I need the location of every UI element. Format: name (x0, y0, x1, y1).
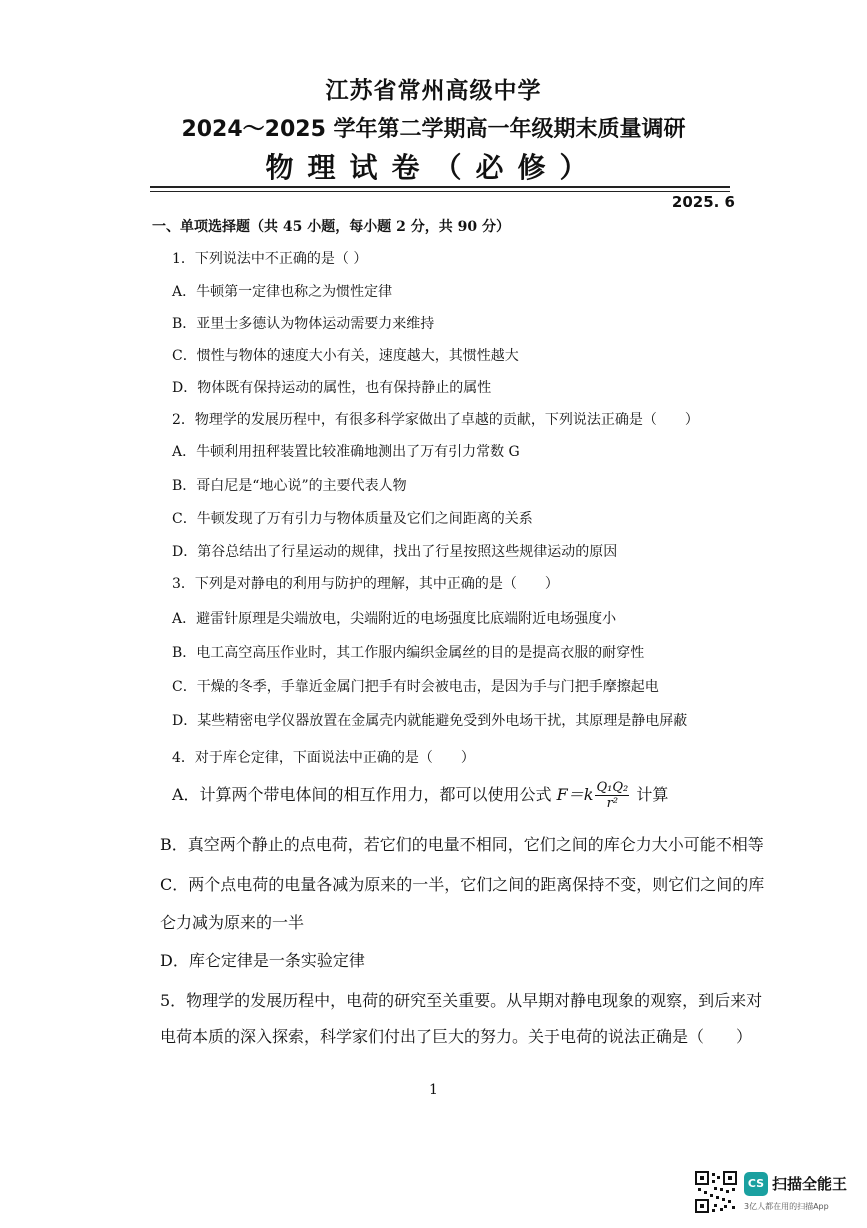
question-1-stem: 1．下列说法中不正确的是（ ） (172, 251, 368, 267)
school-title: 江苏省常州高级中学 (325, 78, 542, 104)
question-3-option-b: B．电工高空高压作业时，其工作服内编织金属丝的目的是提高衣服的耐穿性 (172, 645, 645, 661)
question-2-option-a: A．牛顿利用扭秤装置比较准确地测出了万有引力常数 G (172, 444, 520, 460)
qr-code-icon (694, 1170, 738, 1214)
question-4-stem: 4．对于库仑定律，下面说法中正确的是（ ） (172, 750, 475, 766)
title-rule-thin (150, 191, 730, 192)
question-1-option-c: C．惯性与物体的速度大小有关，速度越大，其惯性越大 (172, 348, 519, 364)
scanner-logo-icon: CS (744, 1172, 768, 1196)
question-4-option-a-end: 计算 (636, 785, 669, 804)
section-title: 一、单项选择题（共 45 小题，每小题 2 分，共 90 分） (152, 219, 510, 235)
question-4-option-c: C．两个点电荷的电量各减为原来的一半，它们之间的距离保持不变，则它们之间的库 (160, 875, 765, 894)
question-3-option-d: D．某些精密电学仪器放置在金属壳内就能避免受到外电场干扰，其原理是静电屏蔽 (172, 713, 688, 729)
question-5-stem: 5．物理学的发展历程中，电荷的研究至关重要。从早期对静电现象的观察，到后来对 (160, 991, 763, 1010)
question-2-stem: 2．物理学的发展历程中，有很多科学家做出了卓越的贡献，下列说法正确是（ ） (172, 412, 699, 428)
question-1-option-b: B．亚里士多德认为物体运动需要力来维持 (172, 316, 435, 332)
formula-numerator: Q₁Q₂ (596, 780, 629, 795)
title-rule-thick (150, 186, 730, 188)
question-4-option-d: D．库仑定律是一条实验定律 (160, 951, 365, 970)
question-1-option-d: D．物体既有保持运动的属性，也有保持静止的属性 (172, 380, 492, 396)
question-1-option-a: A．牛顿第一定律也称之为惯性定律 (172, 284, 393, 300)
scanner-tagline: 3亿人都在用的扫描App (744, 1202, 829, 1211)
question-2-option-c: C．牛顿发现了万有引力与物体质量及它们之间距离的关系 (172, 511, 533, 527)
question-4-option-a-text: A．计算两个带电体间的相互作用力，都可以使用公式 (172, 785, 552, 804)
formula-denominator: r² (606, 796, 619, 811)
question-4-option-c-continued: 仑力减为原来的一半 (160, 913, 305, 932)
coulomb-formula-fraction (595, 780, 629, 811)
question-2-option-b: B．哥白尼是“地心说”的主要代表人物 (172, 478, 407, 494)
question-2-option-d: D．第谷总结出了行星运动的规律，找出了行星按照这些规律运动的原因 (172, 544, 618, 560)
question-5-stem-continued: 电荷本质的深入探索，科学家们付出了巨大的努力。关于电荷的说法正确是（ ） (160, 1027, 753, 1046)
question-4-option-b: B．真空两个静止的点电荷，若它们的电量不相同，它们之间的库仑力大小可能不相等 (160, 835, 764, 854)
exam-date: 2025. 6 (671, 193, 735, 211)
coulomb-formula-lhs: F＝k (556, 785, 594, 804)
subject-title: 物理试卷（必修） (265, 151, 602, 184)
question-4-option-a (172, 780, 668, 811)
question-3-option-c: C．干燥的冬季，手靠近金属门把手有时会被电击，是因为手与门把手摩擦起电 (172, 679, 659, 695)
question-3-stem: 3．下列是对静电的利用与防护的理解，其中正确的是（ ） (172, 576, 559, 592)
term-title: 2024～2025 学年第二学期高一年级期末质量调研 (181, 117, 686, 142)
scanner-app-name: 扫描全能王 (772, 1175, 848, 1193)
page-number: 1 (429, 1082, 438, 1098)
question-3-option-a: A．避雷针原理是尖端放电，尖端附近的电场强度比底端附近电场强度小 (172, 611, 617, 627)
